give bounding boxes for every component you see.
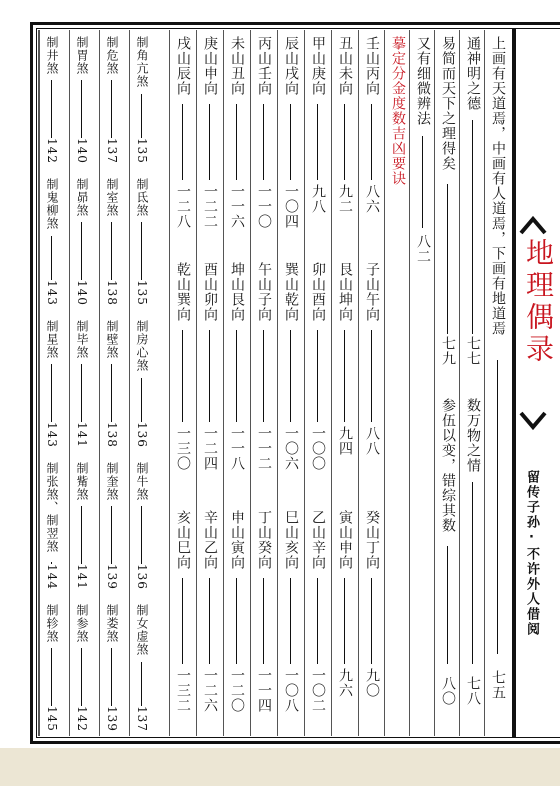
leader-line — [81, 222, 82, 280]
toc-page: 144 — [45, 564, 59, 590]
toc-entry: 巽山乾向 — [283, 262, 299, 322]
toc-page: 一〇八 — [283, 668, 299, 713]
chevron-down-icon — [518, 410, 548, 432]
leader-line — [81, 648, 82, 706]
toc-page: 一一四 — [256, 668, 272, 713]
toc-page: 七八 — [465, 676, 481, 706]
column-rule — [38, 30, 69, 736]
toc-entry: 巳山亥向 — [283, 510, 299, 570]
leader-line — [371, 104, 372, 180]
toc-entry: 丑山未向 — [337, 36, 353, 96]
toc-entry: 艮山坤向 — [337, 262, 353, 322]
toc-page: 135 — [135, 138, 149, 164]
toc-entry: 寅山申向 — [337, 510, 353, 570]
toc-page: 139 — [105, 564, 119, 590]
leader-line — [111, 648, 112, 706]
toc-entry: 参伍以变，错综其数 — [440, 398, 456, 533]
toc-entry: 制毕煞 — [75, 320, 89, 359]
toc-entry: 上画有天道焉，中画有人道焉，下画有地道焉 — [490, 36, 506, 336]
leader-line — [317, 104, 318, 180]
toc-entry: 制室煞 — [105, 178, 119, 217]
column-rule — [331, 30, 362, 736]
toc-page: 142 — [75, 706, 89, 732]
toc-page: 一二四 — [202, 426, 218, 471]
toc-page: 137 — [105, 138, 119, 164]
toc-entry: 丁山癸向 — [256, 510, 272, 570]
toc-entry: 制参煞 — [75, 604, 89, 643]
leader-line — [81, 80, 82, 138]
leader-line — [317, 578, 318, 664]
leader-line — [209, 330, 210, 422]
toc-entry: 制牛煞 — [135, 462, 149, 501]
toc-page: 七九 — [440, 336, 456, 366]
leader-line — [81, 364, 82, 422]
toc-entry: 癸山丁向 — [364, 510, 380, 570]
toc-entry: 制觜煞 — [75, 462, 89, 501]
leader-line — [371, 578, 372, 664]
leader-line — [141, 506, 142, 564]
toc-entry: 甲山庚向 — [310, 36, 326, 96]
toc-page: 138 — [105, 422, 119, 448]
toc-page: 八六 — [364, 184, 380, 214]
leader-line — [422, 136, 423, 228]
toc-entry: 子山午向 — [364, 262, 380, 322]
toc-entry: 制奎煞 — [105, 462, 119, 501]
leader-line — [447, 546, 448, 664]
toc-entry: 通神明之德 — [465, 36, 481, 111]
toc-entry: 制星煞 — [45, 320, 59, 359]
leader-line — [447, 184, 448, 334]
leader-line — [141, 94, 142, 138]
leader-line — [290, 578, 291, 664]
toc-page: 一一二 — [256, 426, 272, 471]
toc-page: 142 — [45, 138, 59, 164]
leader-line — [263, 578, 264, 664]
toc-entry: 数万物之情 — [465, 398, 481, 473]
toc-entry: 酉山卯向 — [202, 262, 218, 322]
leader-line — [182, 104, 183, 180]
column-rule — [304, 30, 335, 736]
toc-entry: 制轸煞 — [45, 604, 59, 643]
toc-entry: 制角亢煞 — [135, 36, 149, 88]
toc-entry: 未山丑向 — [229, 36, 245, 96]
toc-page: 143 — [45, 422, 59, 448]
toc-page: 136 — [135, 564, 149, 590]
toc-entry: 卯山酉向 — [310, 262, 326, 322]
toc-entry: 制危煞 — [105, 36, 119, 75]
toc-entry: 丙山壬向 — [256, 36, 272, 96]
toc-entry: 摹定分金度数吉凶要诀 — [390, 36, 406, 186]
toc-entry: 乙山辛向 — [310, 510, 326, 570]
toc-entry: 乾山巽向 — [175, 262, 191, 322]
toc-entry: 制鬼柳煞 — [45, 178, 59, 230]
book-title: 地理偶录 — [522, 238, 555, 366]
leader-line — [472, 482, 473, 664]
chevron-up-icon — [518, 214, 548, 236]
toc-entry: 亥山巳向 — [175, 510, 191, 570]
leader-line — [371, 330, 372, 422]
toc-page: 135 — [135, 280, 149, 306]
toc-page: 140 — [75, 138, 89, 164]
toc-entry: 制昴煞 — [75, 178, 89, 217]
toc-page: 一〇二 — [310, 668, 326, 713]
leader-line — [236, 104, 237, 180]
column-rule — [169, 30, 200, 736]
toc-page: 八二 — [415, 234, 431, 264]
toc-page: 138 — [105, 280, 119, 306]
toc-page: 八八 — [364, 426, 380, 456]
toc-page: 一一八 — [229, 426, 245, 471]
toc-page: 一一〇 — [256, 184, 272, 229]
toc-page: 139 — [105, 706, 119, 732]
column-rule — [358, 30, 389, 736]
toc-page: 九八 — [310, 184, 326, 214]
leader-line — [209, 578, 210, 664]
leader-line — [111, 80, 112, 138]
column-rule — [223, 30, 254, 736]
leader-line — [317, 330, 318, 422]
column-rule — [196, 30, 227, 736]
toc-page: 136 — [135, 422, 149, 448]
leader-line — [111, 364, 112, 422]
leader-line — [290, 330, 291, 422]
toc-page: 137 — [135, 706, 149, 732]
toc-entry: 制井煞 — [45, 36, 59, 75]
leader-line — [209, 104, 210, 180]
toc-entry: 庚山申向 — [202, 36, 218, 96]
leader-line — [141, 378, 142, 422]
toc-page: 九二 — [337, 184, 353, 214]
column-rule — [250, 30, 281, 736]
toc-entry: 戌山辰向 — [175, 36, 191, 96]
leader-line — [236, 578, 237, 664]
leader-line — [344, 330, 345, 422]
toc-page: 一〇〇 — [310, 426, 326, 471]
leader-line — [141, 222, 142, 280]
toc-page: 七五 — [490, 670, 506, 700]
toc-page: 九〇 — [364, 668, 380, 698]
toc-page: 一二二 — [202, 184, 218, 229]
toc-entry: 制娄煞 — [105, 604, 119, 643]
toc-entry: 午山子向 — [256, 262, 272, 322]
toc-entry: 辰山戌向 — [283, 36, 299, 96]
leader-line — [263, 104, 264, 180]
toc-page: 145 — [45, 706, 59, 732]
toc-page: 一〇六 — [283, 426, 299, 471]
leader-line — [344, 104, 345, 180]
toc-page: 一〇四 — [283, 184, 299, 229]
leader-line — [290, 104, 291, 180]
leader-line — [141, 662, 142, 706]
toc-entry: 壬山丙向 — [364, 36, 380, 96]
toc-page: 一二〇 — [229, 668, 245, 713]
toc-page: 140 — [75, 280, 89, 306]
toc-entry: 制壁煞 — [105, 320, 119, 359]
toc-entry: 坤山艮向 — [229, 262, 245, 322]
leader-line — [111, 222, 112, 280]
toc-entry: 又有细微辨法 — [415, 36, 431, 126]
toc-page: 一三二 — [175, 668, 191, 713]
toc-entry: 申山寅向 — [229, 510, 245, 570]
toc-page: 141 — [75, 422, 89, 448]
toc-page: 九六 — [337, 668, 353, 698]
ribbon-note: 留传子孙·不许外人借阅 — [524, 470, 539, 637]
toc-entry: 辛山乙向 — [202, 510, 218, 570]
toc-page: 七七 — [465, 336, 481, 366]
toc-entry: 制胃煞 — [75, 36, 89, 75]
toc-page: 一三〇 — [175, 426, 191, 471]
toc-page: 八〇 — [440, 676, 456, 706]
toc-entry: 制房心煞 — [135, 320, 149, 372]
leader-line — [182, 330, 183, 422]
toc-entry: 制氐煞 — [135, 178, 149, 217]
leader-line — [497, 360, 498, 654]
toc-page: 一二八 — [175, 184, 191, 229]
toc-page: 一一六 — [229, 184, 245, 229]
leader-line — [344, 578, 345, 664]
leader-line — [263, 330, 264, 422]
toc-page: 143 — [45, 280, 59, 306]
leader-line — [111, 506, 112, 564]
leader-line — [236, 330, 237, 422]
toc-entry: 制张煞、制翌煞 — [45, 462, 59, 553]
toc-page: 一二六 — [202, 668, 218, 713]
toc-page: 九四 — [337, 426, 353, 456]
toc-page: 141 — [75, 564, 89, 590]
leader-line — [182, 578, 183, 664]
leader-line — [81, 506, 82, 564]
toc-entry: 制女虚煞 — [135, 604, 149, 656]
column-rule — [277, 30, 308, 736]
leader-line — [472, 120, 473, 334]
toc-entry: 易简而天下之理得矣 — [440, 36, 456, 171]
